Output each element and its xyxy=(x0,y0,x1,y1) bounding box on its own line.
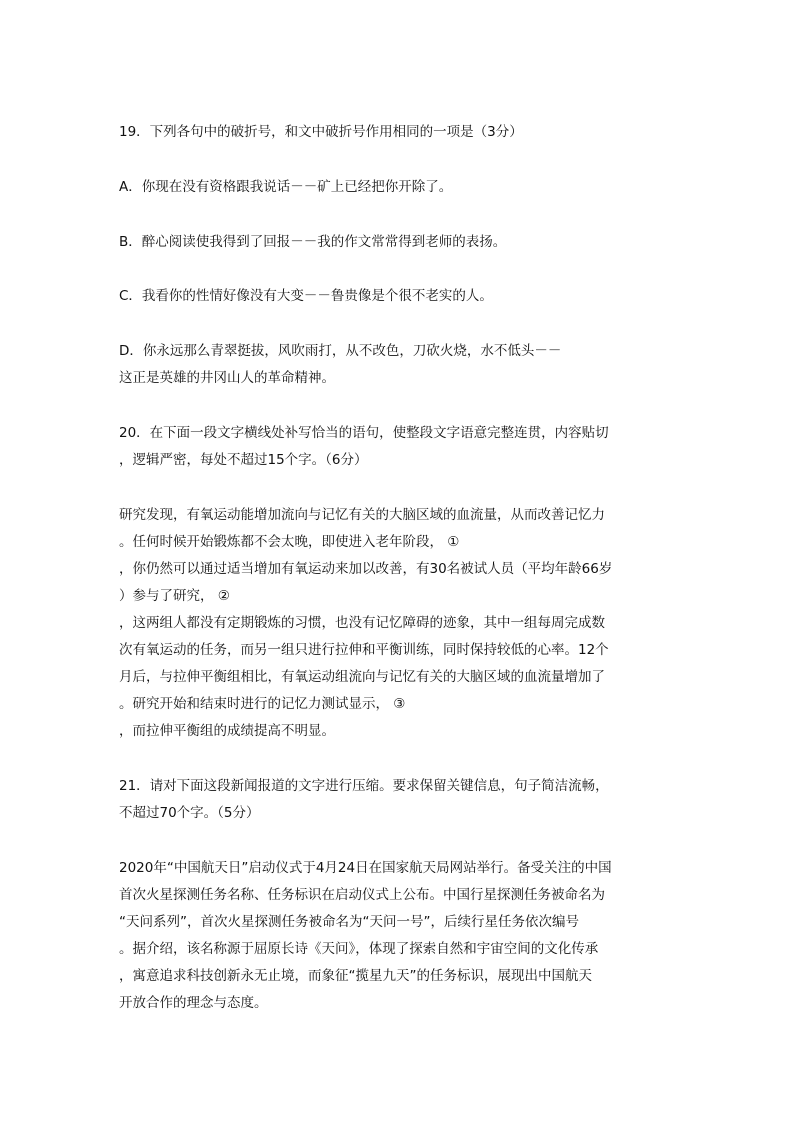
question-19-option-d-continued: 这正是英雄的井冈山人的革命精神。 xyxy=(119,370,335,386)
question-21-stem: 21．请对下面这段新闻报道的文字进行压缩。要求保留关键信息，句子简洁流畅， xyxy=(119,778,609,794)
question-20-passage-line: 。任何时候开始锻炼都不会太晚，即使进入老年阶段， ① xyxy=(119,534,460,550)
question-20-passage-line: ，而拉伸平衡组的成绩提高不明显。 xyxy=(119,723,335,739)
question-20-passage-line: 。研究开始和结束时进行的记忆力测试显示， ③ xyxy=(119,696,406,712)
question-20-passage-line: ）参与了研究， ② xyxy=(119,588,230,604)
question-19-option-a: A．你现在没有资格跟我说话－－矿上已经把你开除了。 xyxy=(119,179,453,195)
question-19-option-b: B．醉心阅读使我得到了回报－－我的作文常常得到老师的表扬。 xyxy=(119,234,507,250)
question-19-stem: 19．下列各句中的破折号，和文中破折号作用相同的一项是（3分） xyxy=(119,124,523,140)
question-21-passage-line: ，寓意追求科技创新永无止境，而象征“揽星九天”的任务标识，展现出中国航天 xyxy=(119,968,592,984)
question-19-option-c: C．我看你的性情好像没有大变－－鲁贵像是个很不老实的人。 xyxy=(119,288,493,304)
question-20-passage-line: 次有氧运动的任务，而另一组只进行拉伸和平衡训练，同时保持较低的心率。12个 xyxy=(119,642,609,658)
question-20-passage-line: ，这两组人都没有定期锻炼的习惯，也没有记忆障碍的迹象，其中一组每周完成数 xyxy=(119,615,605,631)
question-21-passage-line: 。据介绍，该名称源于屈原长诗《天问》，体现了探索自然和宇宙空间的文化传承 xyxy=(119,941,599,957)
question-21-passage-line: 2020年“中国航天日”启动仪式于4月24日在国家航天局网站举行。备受关注的中国 xyxy=(119,860,612,876)
question-20-passage-line: 月后，与拉伸平衡组相比，有氧运动组流向与记忆有关的大脑区域的血流量增加了 xyxy=(119,669,605,685)
question-20-passage-line: ，你仍然可以通过适当增加有氧运动来加以改善，有30名被试人员（平均年龄66岁 xyxy=(119,561,613,577)
question-20-stem: 20．在下面一段文字横线处补写恰当的语句，使整段文字语意完整连贯，内容贴切 xyxy=(119,425,609,441)
question-20-passage-line: 研究发现，有氧运动能增加流向与记忆有关的大脑区域的血流量，从而改善记忆力 xyxy=(119,507,605,523)
question-20-stem-continued: ，逻辑严密，每处不超过15个字。（6分） xyxy=(119,452,368,468)
question-21-passage-line: 开放合作的理念与态度。 xyxy=(119,995,268,1011)
question-19-option-d: D．你永远那么青翠挺拔，风吹雨打，从不改色，刀砍火烧，水不低头－－ xyxy=(119,343,562,359)
question-21-passage-line: “天问系列”，首次火星探测任务被命名为“天问一号”，后续行星任务依次编号 xyxy=(119,914,579,930)
question-21-stem-continued: 不超过70个字。（5分） xyxy=(119,805,260,821)
question-21-passage-line: 首次火星探测任务名称、任务标识在启动仪式上公布。中国行星探测任务被命名为 xyxy=(119,887,605,903)
